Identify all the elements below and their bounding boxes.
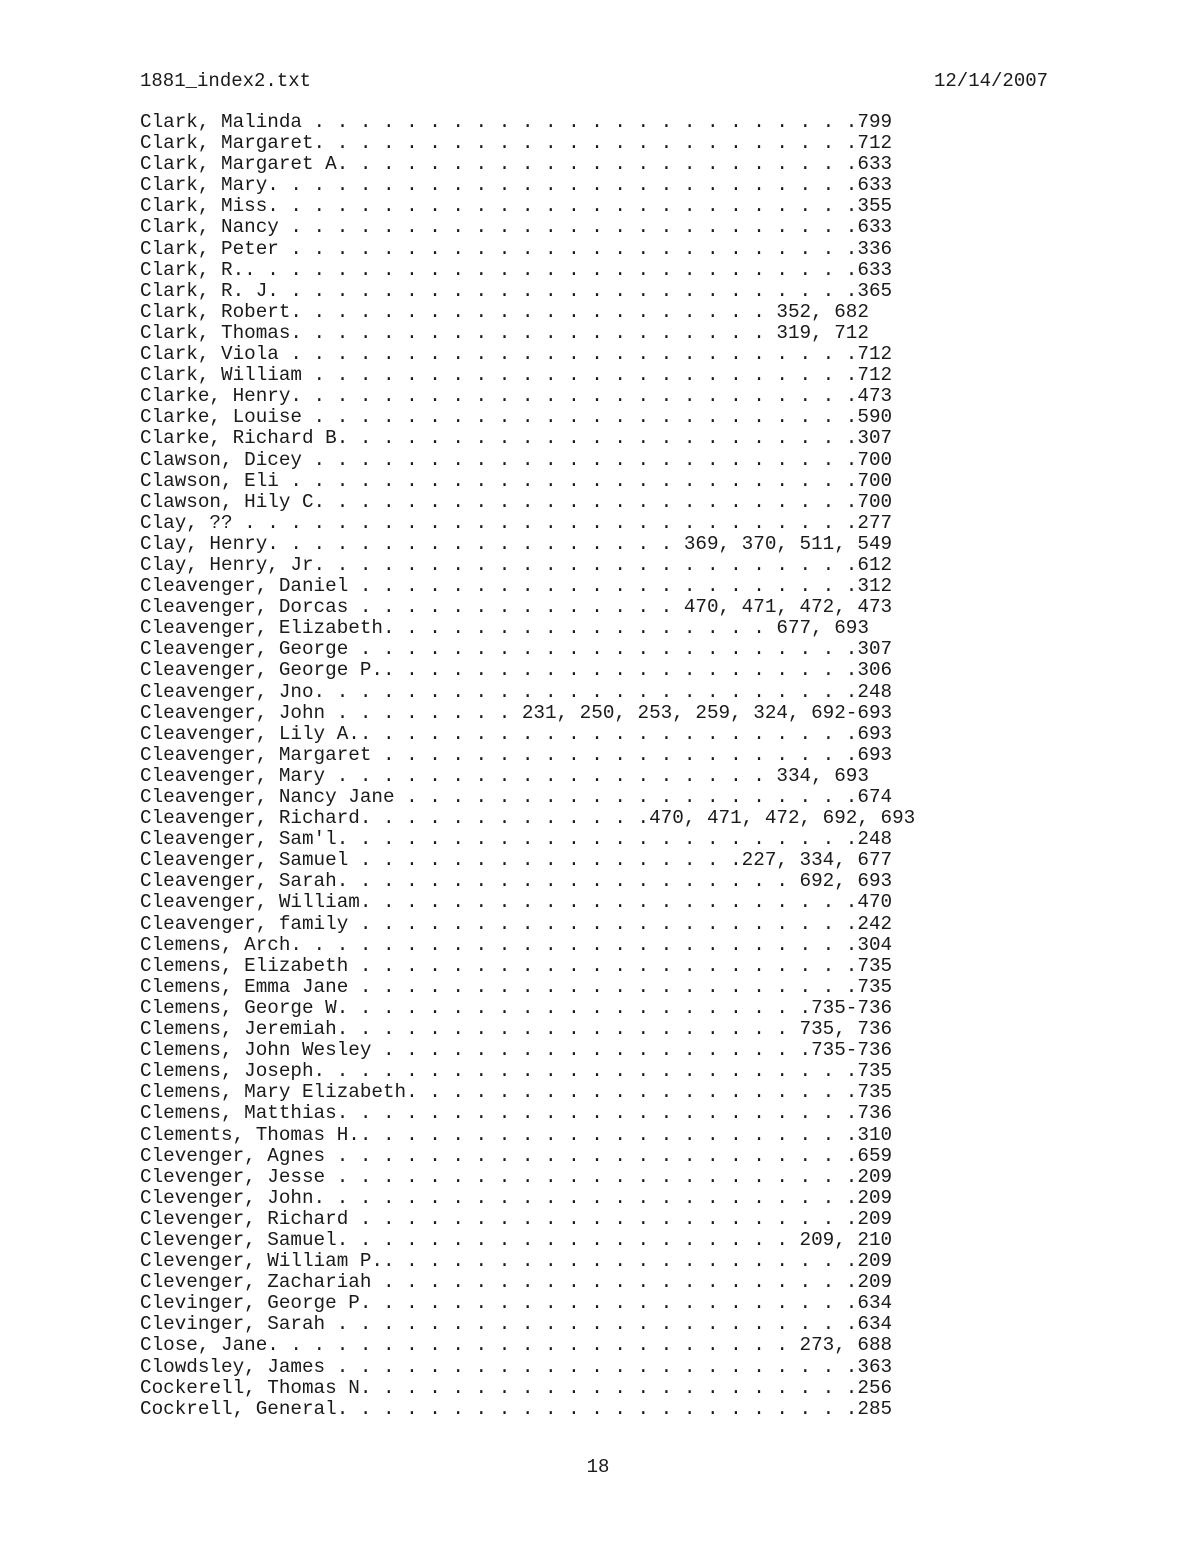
index-entry: Cockerell, Thomas N. . . . . . . . . . . . . . . . . . . . . .256 [140,1376,893,1399]
index-entry: Clevenger, William P.. . . . . . . . . . . . . . . . . . . . .209 [140,1250,893,1273]
index-entry: Cleavenger, William. . . . . . . . . . . . . . . . . . . . . .470 [140,891,893,914]
index-entry: Clemens, Mary Elizabeth. . . . . . . . . . . . . . . . . . . .735 [140,1081,893,1104]
index-entry: Clevinger, Sarah . . . . . . . . . . . . . . . . . . . . . . .634 [140,1313,893,1336]
index-entry: Clark, R. J. . . . . . . . . . . . . . . . . . . . . . . . . .365 [140,279,893,302]
index-entry: Clarke, Henry. . . . . . . . . . . . . . . . . . . . . . . . .473 [140,385,893,408]
index-entry: Clawson, Hily C. . . . . . . . . . . . . . . . . . . . . . . .700 [140,490,893,513]
index-entry: Clemens, Joseph. . . . . . . . . . . . . . . . . . . . . . . .735 [140,1060,893,1083]
index-entry: Cleavenger, Elizabeth. . . . . . . . . . . . . . . . . 677, 693 [140,617,869,640]
index-entry: Clemens, Emma Jane . . . . . . . . . . . . . . . . . . . . . .735 [140,975,893,998]
index-entry: Clemens, Elizabeth . . . . . . . . . . . . . . . . . . . . . .735 [140,954,893,977]
index-entry: Clawson, Eli . . . . . . . . . . . . . . . . . . . . . . . . .700 [140,469,893,492]
index-entry: Clevenger, Samuel. . . . . . . . . . . . . . . . . . . . 209, 210 [140,1228,893,1251]
index-entry: Cleavenger, family . . . . . . . . . . . . . . . . . . . . . .242 [140,912,893,935]
index-entry: Clevinger, George P. . . . . . . . . . . . . . . . . . . . . .634 [140,1292,893,1315]
index-entry: Cleavenger, Jno. . . . . . . . . . . . . . . . . . . . . . . .248 [140,680,893,703]
index-entry: Clawson, Dicey . . . . . . . . . . . . . . . . . . . . . . . .700 [140,448,893,471]
index-entry: Cockrell, General. . . . . . . . . . . . . . . . . . . . . . .285 [140,1397,893,1420]
index-entry: Clark, R.. . . . . . . . . . . . . . . . . . . . . . . . . . .633 [140,258,893,281]
index-entry: Cleavenger, Daniel . . . . . . . . . . . . . . . . . . . . . .312 [140,575,893,598]
index-entry: Clay, Henry. . . . . . . . . . . . . . . . . . 369, 370, 511, 549 [140,532,893,555]
index-entry: Clark, Miss. . . . . . . . . . . . . . . . . . . . . . . . . .355 [140,195,893,218]
index-entry: Cleavenger, Dorcas . . . . . . . . . . . . . . 470, 471, 472, 473 [140,596,893,619]
index-entry: Clark, Mary. . . . . . . . . . . . . . . . . . . . . . . . . .633 [140,174,893,197]
index-entry: Clark, Thomas. . . . . . . . . . . . . . . . . . . . . 319, 712 [140,321,869,344]
index-entry: Cleavenger, Nancy Jane . . . . . . . . . . . . . . . . . . . .674 [140,786,893,808]
index-entry: Clark, Margaret A. . . . . . . . . . . . . . . . . . . . . . .633 [140,153,893,176]
index-entry: Cleavenger, George P.. . . . . . . . . . . . . . . . . . . . .306 [140,659,893,682]
index-entry: Clements, Thomas H.. . . . . . . . . . . . . . . . . . . . . .310 [140,1123,893,1146]
index-entry: Clowdsley, James . . . . . . . . . . . . . . . . . . . . . . .363 [140,1355,893,1378]
index-entry: Clarke, Richard B. . . . . . . . . . . . . . . . . . . . . . .307 [140,427,893,450]
page-number: 18 [586,1456,610,1478]
index-entry: Cleavenger, Lily A.. . . . . . . . . . . . . . . . . . . . . .693 [140,722,893,745]
index-entry: Clevenger, Agnes . . . . . . . . . . . . . . . . . . . . . . .659 [140,1144,893,1167]
index-entry: Cleavenger, George . . . . . . . . . . . . . . . . . . . . . .307 [140,638,893,661]
index-entry: Cleavenger, Mary . . . . . . . . . . . . . . . . . . . 334, 693 [140,764,869,787]
print-date: 12/14/2007 [934,70,1049,92]
index-entry: Clevenger, Richard . . . . . . . . . . . . . . . . . . . . . .209 [140,1207,893,1230]
index-entry: Clemens, John Wesley . . . . . . . . . . . . . . . . . . .735-736 [140,1039,893,1062]
index-entry: Clay, ?? . . . . . . . . . . . . . . . . . . . . . . . . . . .277 [140,511,893,534]
index-entry: Clark, Malinda . . . . . . . . . . . . . . . . . . . . . . . .799 [140,111,893,133]
index-entry: Clark, Nancy . . . . . . . . . . . . . . . . . . . . . . . . .633 [140,216,893,239]
index-entry: Clemens, Matthias. . . . . . . . . . . . . . . . . . . . . . .736 [140,1102,893,1125]
index-entry: Clark, Peter . . . . . . . . . . . . . . . . . . . . . . . . .336 [140,237,893,260]
index-entry: Close, Jane. . . . . . . . . . . . . . . . . . . . . . . 273, 688 [140,1334,893,1357]
index-entry: Cleavenger, Richard. . . . . . . . . . . . .470, 471, 472, 692, 693 [140,807,916,830]
index-entry: Cleavenger, Margaret . . . . . . . . . . . . . . . . . . . . .693 [140,743,893,766]
index-entry: Clark, Viola . . . . . . . . . . . . . . . . . . . . . . . . .712 [140,343,893,366]
index-entry: Clemens, Jeremiah. . . . . . . . . . . . . . . . . . . . 735, 736 [140,1018,893,1041]
index-entry: Clarke, Louise . . . . . . . . . . . . . . . . . . . . . . . .590 [140,406,893,429]
file-name: 1881_index2.txt [140,70,312,92]
index-entry: Clay, Henry, Jr. . . . . . . . . . . . . . . . . . . . . . . .612 [140,553,893,576]
index-entry: Clevenger, Jesse . . . . . . . . . . . . . . . . . . . . . . .209 [140,1165,893,1188]
index-entry: Clevenger, John. . . . . . . . . . . . . . . . . . . . . . . .209 [140,1186,893,1209]
index-entry: Clevenger, Zachariah . . . . . . . . . . . . . . . . . . . . .209 [140,1271,893,1294]
index-entry: Clark, William . . . . . . . . . . . . . . . . . . . . . . . .712 [140,364,893,387]
index-entry: Cleavenger, Sam'l. . . . . . . . . . . . . . . . . . . . . . .248 [140,828,893,851]
index-list [140,112,915,1420]
index-entry: Cleavenger, Samuel . . . . . . . . . . . . . . . . .227, 334, 677 [140,849,893,872]
index-entry: Clark, Robert. . . . . . . . . . . . . . . . . . . . . 352, 682 [140,300,869,323]
index-entry: Clemens, Arch. . . . . . . . . . . . . . . . . . . . . . . . .304 [140,933,893,956]
index-entry: Clark, Margaret. . . . . . . . . . . . . . . . . . . . . . . .712 [140,132,893,155]
index-entry: Cleavenger, Sarah. . . . . . . . . . . . . . . . . . . . 692, 693 [140,870,893,893]
index-entry: Cleavenger, John . . . . . . . . 231, 250, 253, 259, 324, 692-693 [140,701,893,724]
index-entry: Clemens, George W. . . . . . . . . . . . . . . . . . . . .735-736 [140,996,893,1019]
